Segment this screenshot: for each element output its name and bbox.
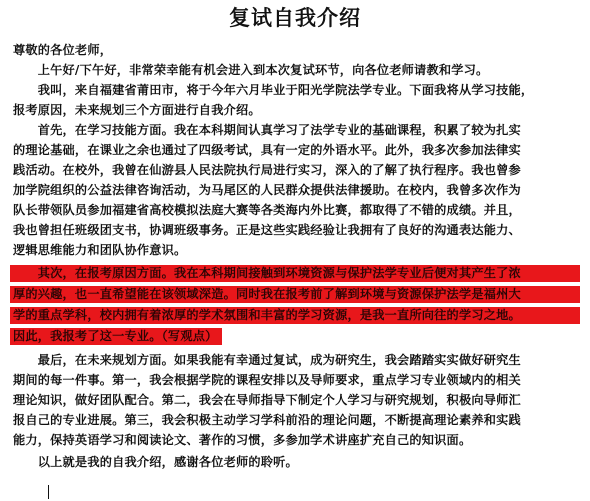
- skills-line-7: 逻辑思维能力和团队协作意识。: [13, 243, 187, 257]
- skills-line-1: 首先，在学习技能方面。我在本科期间认真学习了法学专业的基础课程，积累了较为扎实: [13, 123, 521, 137]
- plan-line-5: 能力，保持英语学习和阅读论文、著作的习惯，多参加学术讲座扩充自己的知识面。: [13, 433, 472, 447]
- plan-line-4: 报自己的专业进展。第三，我会积极主动学习学科前沿的理论问题，不断提高理论素养和实践: [13, 413, 521, 427]
- skills-line-6: 我也曾担任班级团支书，协调班级事务。正是这些实践经验让我拥有了良好的沟通表达能力、: [13, 223, 521, 237]
- highlighted-reason-line-3: 学的重点学科，校内拥有着浓厚的学术氛围和丰富的学习资源，是我一直所向往的学习之地。: [10, 307, 580, 324]
- skills-line-5: 队长带领队员参加福建省高校模拟法庭大赛等各类海内外比赛，都取得了不错的成绩。并且，: [13, 203, 521, 217]
- skills-line-2: 的理论基础，在课业之余也通过了四级考试，具有一定的外语水平。此外，我多次参加法律实: [13, 143, 521, 157]
- plan-line-1: 最后，在未来规划方面。如果我能有幸通过复试，成为研究生，我会踏踏实实做好研究生: [13, 353, 521, 367]
- salutation-line: 尊敬的各位老师，: [13, 43, 113, 57]
- intro-line-1: 我叫，来自福建省莆田市，将于今年六月毕业于阳光学院法学专业。下面我将从学习技能，: [13, 83, 534, 97]
- skills-line-4: 加学院组织的公益法律咨询活动，为马尾区的人民群众提供法律援助。在校内，我曾多次作为: [13, 183, 521, 197]
- intro-line-2: 报考原因，未来规划三个方面进行自我介绍。: [13, 103, 261, 117]
- plan-line-2: 期间的每一件事。第一，我会根据学院的课程安排以及导师要求，重点学习专业领域内的相关: [13, 373, 521, 387]
- plan-line-3: 理论知识，做好团队配合。第二，我会在导师指导下制定个人学习与研究规划，积极向导师汇: [13, 393, 521, 407]
- highlighted-reason-line-4: 因此，我报考了这一专业。（写观点）: [10, 328, 222, 345]
- text-cursor: [48, 485, 49, 499]
- skills-line-3: 践活动。在校外，我曾在仙游县人民法院执行局进行实习，深入的了解了执行程序。我也曾参: [13, 163, 521, 177]
- closing-line: 以上就是我的自我介绍，感谢各位老师的聆听。: [13, 455, 298, 469]
- highlighted-reason-line-2: 厚的兴趣，也一直希望能在该领域深造。同时我在报考前了解到环境与资源保护法学是福州大: [10, 286, 580, 303]
- document-title: 复试自我介绍: [229, 5, 361, 30]
- highlighted-reason-line-1: 其次，在报考原因方面。我在本科期间接触到环境资源与保护法学专业后便对其产生了浓: [10, 265, 580, 282]
- greeting-line: 上午好/下午好，非常荣幸能有机会进入到本次复试环节，向各位老师请教和学习。: [13, 63, 489, 77]
